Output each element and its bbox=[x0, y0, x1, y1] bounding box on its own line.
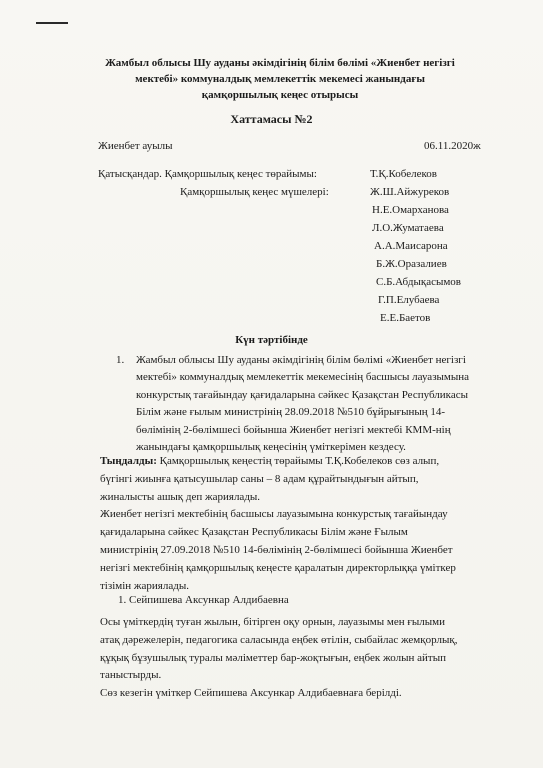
member-name: Н.Е.Омарханова bbox=[372, 204, 449, 216]
member-name: Г.П.Елубаева bbox=[378, 294, 440, 306]
agenda-title: Күн тәртібінде bbox=[235, 334, 308, 346]
member-name: Ж.Ш.Айжуреков bbox=[370, 186, 450, 198]
agenda-line: Білім және ғылым министрінің 28.09.2018 №510 бұйрығының 14- bbox=[136, 406, 446, 419]
body-line: Сөз кезегін үміткер Сейпишева Аксункар Алдибаевнаға берілді. bbox=[100, 687, 402, 700]
heard-first-line-text: Қамқоршылық кеңестің төрайымы Т.Қ.Кобелеков сөз алып, bbox=[156, 455, 440, 467]
body-line: таныстырды. bbox=[100, 669, 162, 682]
agenda-line: Жамбыл облысы Шу ауданы әкімдігінің білім бөлімі «Жиенбет негізгі bbox=[136, 354, 466, 366]
body-line: негізгі мектебінің қамқоршылық кеңесте қаралатын директорлыққа үміткер bbox=[100, 561, 456, 574]
body-line: бүгінгі жиынға қатысушылар саны – 8 адам құрайтындығын айтып, bbox=[100, 472, 419, 485]
agenda-line: мектебі» коммуналдық мемлекеттік мекемесінің басшысы лауазымына bbox=[136, 371, 470, 384]
body-line: жиналысты ашық деп жариялады. bbox=[100, 490, 261, 503]
protocol-title: Хаттамасы №2 bbox=[230, 112, 313, 126]
place-name: Жиенбет ауылы bbox=[98, 140, 173, 152]
member-name: Л.О.Жуматаева bbox=[372, 222, 444, 234]
discussion-section bbox=[100, 614, 506, 703]
body-line: министрінің 27.09.2018 №510 14-бөлімінің 2-бөлімшесі бойынша Жиенбет bbox=[100, 543, 453, 556]
chairperson-name: Т.Қ.Кобелеков bbox=[370, 168, 437, 180]
heard-first-line bbox=[100, 453, 506, 471]
member-name: Е.Е.Баетов bbox=[380, 312, 431, 324]
body-line: қағидаларына сәйкес Қазақстан Республикасы Білім және Ғылым bbox=[100, 526, 408, 539]
header-line: қамқоршылық кеңес отырысы bbox=[201, 89, 359, 101]
corner-dash-mark bbox=[36, 22, 68, 24]
member-name: С.Б.Абдықасымов bbox=[376, 276, 462, 288]
members-label: Қамқоршылық кеңес мүшелері: bbox=[180, 186, 329, 198]
agenda-line: конкурстық тағайындау қағидаларына сәйкес Қазақстан Республикасы bbox=[136, 388, 468, 401]
body-line: Жиенбет негізгі мектебінің басшысы лауазымына конкурстық тағайындау bbox=[100, 508, 448, 521]
member-name: Б.Ж.Оразалиев bbox=[376, 258, 447, 270]
body-line: атақ дәрежелерін, педагогика саласында еңбек өтілін, сыбайлас жемқорлық, bbox=[100, 633, 458, 646]
attendees-label: Қатысқандар. Қамқоршылық кеңес төрайымы: bbox=[98, 168, 317, 180]
member-name: А.А.Маисарона bbox=[374, 240, 448, 252]
meeting-date: 06.11.2020ж bbox=[424, 140, 481, 152]
header-line: мектебі» коммуналдық мемлекеттік мекемесі жанындағы bbox=[135, 73, 425, 85]
heard-label: Тыңдалды: bbox=[100, 455, 157, 467]
candidate-item: 1. Сейпишева Аксункар Алдибаевна bbox=[118, 594, 289, 606]
agenda-item bbox=[104, 352, 500, 456]
header-line: Жамбыл облысы Шу ауданы әкімдігінің білім бөлімі «Жиенбет негізгі bbox=[105, 57, 455, 69]
body-line: тізімін жариялады. bbox=[100, 579, 189, 592]
agenda-item-number: 1. bbox=[116, 354, 125, 366]
body-line: құқық бұзушылық туралы мәліметтер бар-жоқтығын, еңбек жолын айтып bbox=[100, 651, 447, 664]
agenda-line: бөлімінің 2-бөлімшесі бойынша Жиенбет негізгі мектебі КММ-нің bbox=[136, 423, 451, 436]
body-line: Осы үміткердің туған жылын, бітірген оқу орнын, лауазымы мен ғылыми bbox=[100, 616, 445, 628]
document-header bbox=[100, 55, 460, 103]
agenda-line: жанындағы қамқоршылық кеңесінің үміткерімен кездесу. bbox=[136, 441, 406, 454]
heard-section bbox=[100, 453, 506, 595]
